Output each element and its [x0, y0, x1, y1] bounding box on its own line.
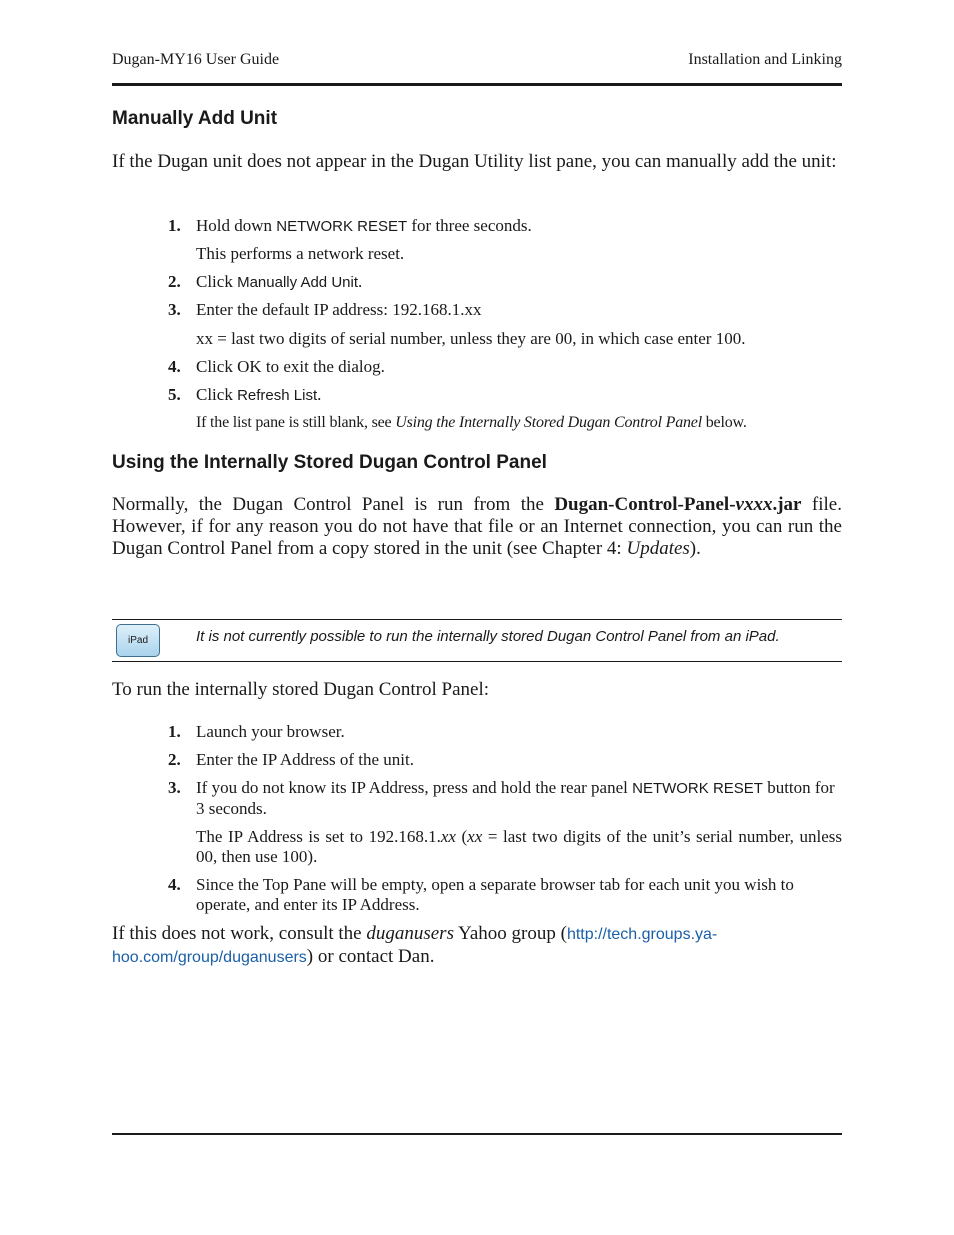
- step-text-pre: Click: [196, 385, 238, 404]
- step-text-post: .: [317, 385, 322, 404]
- step-note: [196, 413, 842, 433]
- group-name: duganusers: [366, 923, 454, 944]
- ui-label-network-reset: NETWORK RESET: [276, 218, 408, 235]
- step-text-pre: If you do not know its IP Address, press and hold the rear panel: [196, 778, 633, 797]
- step-text: Launch your browser.: [196, 722, 345, 741]
- step-text-pre: Click: [196, 272, 238, 291]
- step-number: 4.: [168, 357, 181, 376]
- step-text: Enter the IP Address of the unit.: [196, 750, 414, 769]
- header-chapter-title: Installation and Linking: [688, 51, 842, 68]
- step-number: 1.: [168, 722, 181, 741]
- note-text-d: xx: [467, 827, 483, 846]
- step-text: [196, 216, 842, 237]
- para-text-mid: file. However, if for any reason you do not have that file or an Internet connection, you can run the Dugan Control Panel from a copy stored in the unit (see Chapter 4:: [112, 494, 842, 559]
- note-text-c: (: [455, 827, 468, 846]
- link-text-part-2[interactable]: hoo.com/group/duganusers: [112, 949, 307, 966]
- step-number: 5.: [168, 385, 181, 404]
- section1-intro: If the Dugan unit does not appear in the Dugan Utility list pane, you can manually add the unit:: [112, 151, 837, 172]
- step-text: Enter the default IP address: 192.168.1.xx: [196, 300, 482, 319]
- para-text-pre: Normally, the Dugan Control Panel is run from the: [112, 494, 555, 515]
- section-heading-internal-control-panel: Using the Internally Stored Dugan Control Panel: [112, 452, 547, 473]
- step-text-post: for three seconds.: [407, 216, 532, 235]
- step-text-post: button for 3 seconds.: [196, 778, 835, 818]
- para-text-post: ).: [689, 538, 701, 559]
- ipad-note: It is not currently possible to run the internally stored Dugan Control Panel from an iPad.: [196, 628, 780, 645]
- filename-extension: .jar: [772, 494, 802, 515]
- ui-label-refresh-list: Refresh List: [237, 387, 318, 404]
- step-number: 1.: [168, 216, 181, 235]
- step-note: [196, 827, 842, 867]
- chapter-reference: Updates: [626, 538, 690, 559]
- footer-rule: [112, 1133, 842, 1135]
- step-number: 3.: [168, 778, 181, 797]
- section2-lead-in: To run the internally stored Dugan Control Panel:: [112, 679, 490, 700]
- step-note: This performs a network reset.: [196, 244, 405, 263]
- step-text: [196, 385, 842, 406]
- closing-text-post: ) or contact Dan.: [306, 946, 435, 967]
- note-text-a: The IP Address is set to 192.168.1.: [196, 827, 441, 846]
- step-number: 4.: [168, 875, 181, 894]
- note-rule-bottom: [112, 661, 842, 662]
- link-text-part-1[interactable]: http://tech.groups.ya-: [566, 926, 718, 943]
- step-number: 3.: [168, 300, 181, 319]
- ipad-icon: iPad: [116, 624, 160, 657]
- step-text: [196, 272, 842, 293]
- note-text-b: xx: [440, 827, 456, 846]
- closing-text-mid: Yahoo group (: [453, 923, 567, 944]
- filename-bold: Dugan-Control-Panel-: [554, 494, 736, 515]
- step-note: xx = last two digits of serial number, unless they are 00, in which case enter 100.: [196, 329, 746, 348]
- filename-version: vxxx: [735, 494, 773, 515]
- closing-text-pre: If this does not work, consult the: [112, 923, 367, 944]
- note-text-e: = last two digits of the unit’s serial number, unless 00, then use 100).: [196, 827, 842, 866]
- ui-label-network-reset: NETWORK RESET: [632, 780, 763, 797]
- step-text: Since the Top Pane will be empty, open a separate browser tab for each unit you wish to operate, and enter its IP Address.: [196, 875, 794, 914]
- section2-paragraph: [112, 494, 842, 560]
- step-text: [196, 778, 842, 819]
- ui-label-manually-add-unit: Manually Add Unit: [237, 274, 358, 291]
- step-text-post: .: [358, 272, 363, 291]
- step-number: 2.: [168, 750, 181, 769]
- header-rule: [112, 83, 842, 86]
- note-rule-top: [112, 619, 842, 620]
- note-text-post: below.: [701, 414, 747, 431]
- section-heading-manually-add-unit: Manually Add Unit: [112, 108, 278, 129]
- cross-reference: Using the Internally Stored Dugan Control Panel: [395, 414, 702, 431]
- step-text-pre: Hold down: [196, 216, 277, 235]
- header-guide-title: Dugan-MY16 User Guide: [112, 51, 280, 68]
- step-number: 2.: [168, 272, 181, 291]
- closing-paragraph: [112, 923, 842, 969]
- note-text-pre: If the list pane is still blank, see: [196, 414, 396, 431]
- step-text: Click OK to exit the dialog.: [196, 357, 385, 376]
